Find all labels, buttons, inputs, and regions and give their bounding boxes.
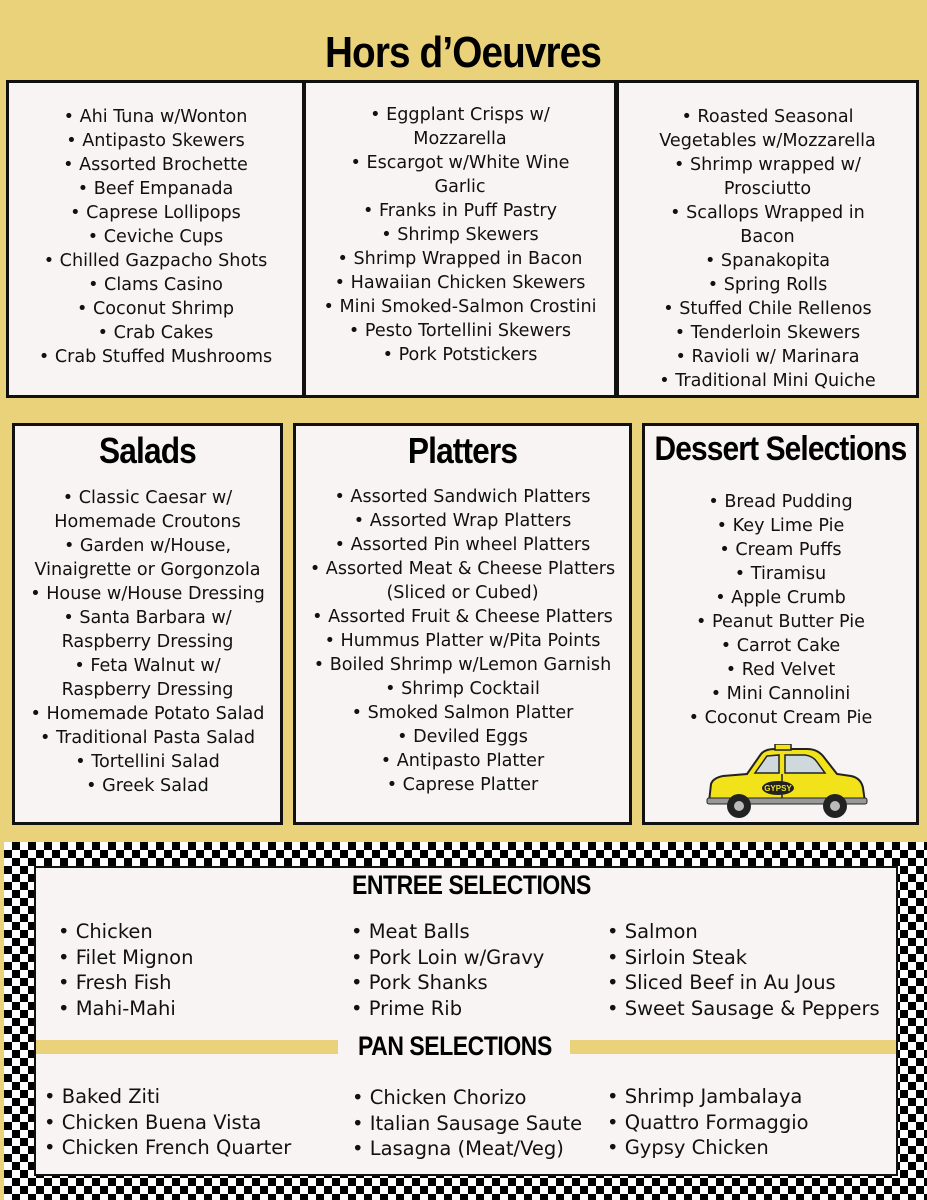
menu-item: • Hawaiian Chicken Skewers bbox=[334, 273, 586, 293]
menu-item: • Lasagna (Meat/Veg) bbox=[352, 1137, 564, 1161]
menu-item: • Shrimp Wrapped in Bacon bbox=[337, 249, 583, 269]
hors-col3-box bbox=[616, 80, 919, 398]
menu-item: • Assorted Sandwich Platters bbox=[334, 487, 591, 507]
menu-item: • Santa Barbara w/ bbox=[63, 608, 232, 628]
hors-col3-list bbox=[619, 105, 916, 393]
menu-item: • Feta Walnut w/ bbox=[74, 656, 221, 676]
menu-item: • Gypsy Chicken bbox=[607, 1136, 769, 1160]
menu-item: • Sliced Beef in Au Jous bbox=[607, 971, 836, 995]
menu-item: Vinaigrette or Gorgonzola bbox=[34, 560, 261, 580]
menu-item: • Spanakopita bbox=[704, 251, 831, 271]
menu-item: • Shrimp Cocktail bbox=[385, 679, 540, 699]
menu-item: • Carrot Cake bbox=[720, 636, 841, 656]
menu-item: • Meat Balls bbox=[351, 920, 470, 943]
menu-item: • Peanut Butter Pie bbox=[696, 612, 865, 632]
menu-item: • Prime Rib bbox=[351, 996, 463, 1020]
menu-item: • Caprese Platter bbox=[386, 775, 539, 795]
salads-title: Salads bbox=[99, 430, 196, 471]
menu-item: • Tortellini Salad bbox=[75, 752, 220, 772]
menu-item: Garlic bbox=[434, 177, 486, 197]
taxi-logo-text: GYPSY bbox=[764, 784, 792, 793]
entree-selections-title: ENTREE SELECTIONS bbox=[352, 870, 591, 900]
pan-divider-right bbox=[570, 1040, 896, 1054]
menu-item: • Pork Shanks bbox=[351, 971, 488, 995]
menu-item: • Antipasto Skewers bbox=[66, 131, 245, 151]
menu-item: • Key Lime Pie bbox=[716, 516, 845, 536]
entree-col1-list bbox=[58, 919, 193, 1021]
menu-item: • Crab Cakes bbox=[97, 323, 214, 343]
salads-list bbox=[15, 486, 280, 798]
menu-item: • Traditional Mini Quiche bbox=[659, 371, 876, 391]
menu-item: • Antipasto Platter bbox=[380, 751, 545, 771]
platters-box bbox=[293, 423, 632, 825]
menu-item: Bacon bbox=[740, 227, 795, 247]
menu-item: • Mini Cannolini bbox=[710, 684, 851, 704]
menu-item: • Clams Casino bbox=[88, 275, 223, 295]
menu-item: • Assorted Brochette bbox=[63, 155, 248, 175]
menu-item: • Shrimp wrapped w/ bbox=[674, 155, 861, 175]
menu-item: Raspberry Dressing bbox=[61, 632, 234, 652]
menu-item: • Assorted Wrap Platters bbox=[353, 511, 572, 531]
menu-item: • Pesto Tortellini Skewers bbox=[348, 321, 572, 341]
menu-item: • Eggplant Crisps w/ bbox=[370, 105, 550, 125]
menu-item: • House w/House Dressing bbox=[30, 584, 265, 604]
menu-item: • Chicken Chorizo bbox=[352, 1086, 527, 1109]
entree-col2-list bbox=[351, 919, 544, 1021]
menu-item: • Red Velvet bbox=[725, 660, 836, 680]
menu-item: • Apple Crumb bbox=[715, 588, 846, 608]
menu-item: • Tenderloin Skewers bbox=[674, 323, 861, 343]
menu-item: • Quattro Formaggio bbox=[607, 1110, 809, 1134]
menu-item: • Beef Empanada bbox=[77, 179, 234, 199]
menu-item: • Ravioli w/ Marinara bbox=[675, 347, 860, 367]
hors-doeuvres-title: Hors d’Oeuvres bbox=[324, 28, 602, 77]
menu-item: • Mini Smoked-Salmon Crostini bbox=[323, 297, 597, 317]
menu-item: • Caprese Lollipops bbox=[70, 203, 241, 223]
desserts-box bbox=[642, 423, 919, 825]
hors-col1-box bbox=[6, 80, 305, 398]
menu-item: • Filet Mignon bbox=[58, 945, 194, 969]
menu-item: • Chicken French Quarter bbox=[44, 1136, 292, 1160]
menu-item: • Stuffed Chile Rellenos bbox=[663, 299, 872, 319]
menu-item: • Roasted Seasonal bbox=[681, 107, 854, 127]
hors-col2-list bbox=[306, 103, 614, 367]
pan-selections-title: PAN SELECTIONS bbox=[358, 1031, 552, 1061]
menu-item: • Deviled Eggs bbox=[397, 727, 528, 747]
desserts-title: Dessert Selections bbox=[654, 430, 907, 468]
menu-item: Mozzarella bbox=[413, 129, 507, 149]
menu-item: • Boiled Shrimp w/Lemon Garnish bbox=[313, 655, 612, 675]
menu-item: • Sirloin Steak bbox=[607, 945, 748, 969]
hors-col1-list bbox=[9, 105, 302, 369]
menu-item: • Assorted Meat & Cheese Platters bbox=[309, 559, 616, 579]
entree-col3-list bbox=[607, 919, 880, 1021]
menu-item: • Chicken bbox=[58, 920, 153, 943]
menu-item: • Shrimp Skewers bbox=[381, 225, 539, 245]
menu-item: • Pork Loin w/Gravy bbox=[351, 945, 545, 969]
menu-item: • Sweet Sausage & Peppers bbox=[607, 996, 880, 1020]
platters-list bbox=[296, 485, 629, 797]
menu-item: • Bread Pudding bbox=[708, 492, 853, 512]
taxi-illustration bbox=[699, 744, 869, 826]
menu-item: • Shrimp Jambalaya bbox=[607, 1085, 803, 1108]
menu-item: • Escargot w/White Wine bbox=[350, 153, 570, 173]
menu-item: • Pork Potstickers bbox=[382, 345, 538, 365]
menu-item: • Classic Caesar w/ bbox=[62, 488, 233, 508]
menu-item: • Homemade Potato Salad bbox=[30, 704, 265, 724]
hors-col2-box bbox=[303, 80, 617, 398]
pan-divider-left bbox=[36, 1040, 338, 1054]
menu-item: • Tiramisu bbox=[734, 564, 827, 584]
menu-item: • Franks in Puff Pastry bbox=[362, 201, 558, 221]
menu-item: • Baked Ziti bbox=[44, 1085, 161, 1108]
menu-item: Vegetables w/Mozzarella bbox=[659, 131, 876, 151]
menu-item: • Traditional Pasta Salad bbox=[40, 728, 255, 748]
menu-item: • Assorted Fruit & Cheese Platters bbox=[312, 607, 613, 627]
menu-item: • Salmon bbox=[607, 920, 698, 943]
menu-item: (Sliced or Cubed) bbox=[386, 583, 539, 603]
menu-item: • Hummus Platter w/Pita Points bbox=[324, 631, 601, 651]
menu-item: Homemade Croutons bbox=[54, 512, 241, 532]
menu-item: • Smoked Salmon Platter bbox=[351, 703, 574, 723]
menu-item: • Assorted Pin wheel Platters bbox=[334, 535, 591, 555]
menu-item: Prosciutto bbox=[723, 179, 812, 199]
menu-item: • Chilled Gazpacho Shots bbox=[43, 251, 268, 271]
pan-col1-list bbox=[44, 1084, 291, 1161]
salads-box bbox=[12, 423, 283, 825]
platters-title: Platters bbox=[407, 430, 518, 471]
menu-item: • Ahi Tuna w/Wonton bbox=[63, 107, 248, 127]
pan-col2-list bbox=[352, 1085, 582, 1162]
menu-item: Raspberry Dressing bbox=[61, 680, 234, 700]
menu-item: • Ceviche Cups bbox=[87, 227, 224, 247]
menu-item: • Crab Stuffed Mushrooms bbox=[38, 347, 273, 367]
menu-item: • Cream Puffs bbox=[719, 540, 842, 560]
menu-item: • Mahi-Mahi bbox=[58, 996, 176, 1020]
menu-item: • Fresh Fish bbox=[58, 971, 172, 995]
menu-item: • Coconut Shrimp bbox=[77, 299, 234, 319]
menu-item: • Scallops Wrapped in bbox=[670, 203, 865, 223]
desserts-list bbox=[645, 490, 916, 730]
menu-item: • Spring Rolls bbox=[707, 275, 828, 295]
pan-col3-list bbox=[607, 1084, 809, 1161]
menu-item: • Greek Salad bbox=[86, 776, 209, 796]
menu-item: • Chicken Buena Vista bbox=[44, 1110, 262, 1134]
menu-item: • Garden w/House, bbox=[63, 536, 232, 556]
menu-item: • Coconut Cream Pie bbox=[688, 708, 873, 728]
menu-item: • Italian Sausage Saute bbox=[352, 1111, 583, 1135]
